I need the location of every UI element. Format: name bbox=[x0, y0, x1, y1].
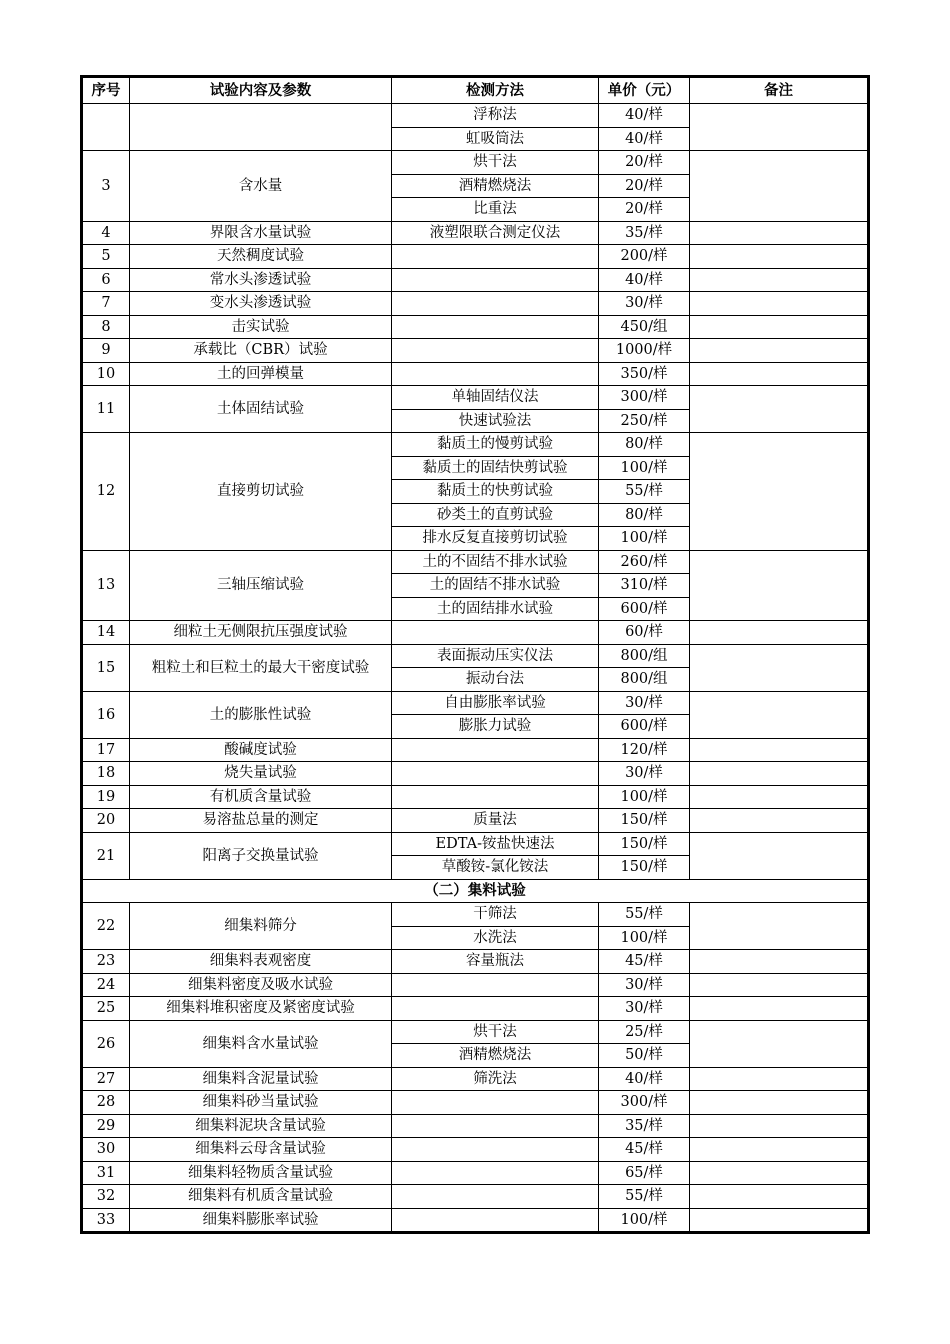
remarks-cell bbox=[690, 1114, 868, 1138]
unit-price-cell: 450/组 bbox=[599, 315, 690, 339]
serial-number-cell: 9 bbox=[83, 339, 130, 363]
unit-price-cell: 100/样 bbox=[599, 1208, 690, 1232]
remarks-cell bbox=[690, 1185, 868, 1209]
test-content-cell: 土的膨胀性试验 bbox=[130, 691, 392, 738]
test-method-cell bbox=[392, 1185, 599, 1209]
serial-number-cell: 27 bbox=[83, 1067, 130, 1091]
test-content-cell bbox=[130, 104, 392, 151]
test-method-cell: 容量瓶法 bbox=[392, 950, 599, 974]
test-method-cell: 单轴固结仪法 bbox=[392, 386, 599, 410]
unit-price-cell: 310/样 bbox=[599, 574, 690, 598]
serial-number-cell: 12 bbox=[83, 433, 130, 551]
table-row bbox=[83, 738, 868, 762]
test-method-cell: 草酸铵-氯化铵法 bbox=[392, 856, 599, 880]
remarks-cell bbox=[690, 621, 868, 645]
test-method-cell: 土的不固结不排水试验 bbox=[392, 550, 599, 574]
unit-price-cell: 150/样 bbox=[599, 856, 690, 880]
table-row bbox=[83, 292, 868, 316]
serial-number-cell: 23 bbox=[83, 950, 130, 974]
table-row bbox=[83, 903, 868, 927]
remarks-cell bbox=[690, 644, 868, 691]
table-row bbox=[83, 315, 868, 339]
remarks-cell bbox=[690, 339, 868, 363]
test-method-cell: 烘干法 bbox=[392, 1020, 599, 1044]
remarks-cell bbox=[690, 762, 868, 786]
serial-number-cell: 31 bbox=[83, 1161, 130, 1185]
price-table bbox=[82, 77, 868, 1232]
unit-price-cell: 30/样 bbox=[599, 973, 690, 997]
unit-price-cell: 20/样 bbox=[599, 174, 690, 198]
test-content-cell: 天然稠度试验 bbox=[130, 245, 392, 269]
unit-price-cell: 1000/样 bbox=[599, 339, 690, 363]
remarks-cell bbox=[690, 151, 868, 222]
serial-number-cell: 28 bbox=[83, 1091, 130, 1115]
test-method-cell: 酒精燃烧法 bbox=[392, 174, 599, 198]
test-method-cell bbox=[392, 339, 599, 363]
test-content-cell: 三轴压缩试验 bbox=[130, 550, 392, 621]
test-method-cell: 烘干法 bbox=[392, 151, 599, 175]
test-content-cell: 细集料膨胀率试验 bbox=[130, 1208, 392, 1232]
remarks-cell bbox=[690, 950, 868, 974]
header-remarks: 备注 bbox=[690, 78, 868, 104]
test-method-cell bbox=[392, 785, 599, 809]
remarks-cell bbox=[690, 973, 868, 997]
table-row bbox=[83, 245, 868, 269]
serial-number-cell: 30 bbox=[83, 1138, 130, 1162]
remarks-cell bbox=[690, 104, 868, 151]
serial-number-cell: 16 bbox=[83, 691, 130, 738]
unit-price-cell: 45/样 bbox=[599, 950, 690, 974]
unit-price-cell: 100/样 bbox=[599, 527, 690, 551]
unit-price-cell: 800/组 bbox=[599, 668, 690, 692]
serial-number-cell: 25 bbox=[83, 997, 130, 1021]
remarks-cell bbox=[690, 1138, 868, 1162]
test-method-cell: 水洗法 bbox=[392, 926, 599, 950]
test-content-cell: 细集料泥块含量试验 bbox=[130, 1114, 392, 1138]
unit-price-cell: 30/样 bbox=[599, 762, 690, 786]
table-row bbox=[83, 362, 868, 386]
test-content-cell: 细集料云母含量试验 bbox=[130, 1138, 392, 1162]
test-method-cell: 自由膨胀率试验 bbox=[392, 691, 599, 715]
serial-number-cell: 17 bbox=[83, 738, 130, 762]
table-row bbox=[83, 950, 868, 974]
remarks-cell bbox=[690, 268, 868, 292]
serial-number-cell: 3 bbox=[83, 151, 130, 222]
unit-price-cell: 40/样 bbox=[599, 268, 690, 292]
unit-price-cell: 40/样 bbox=[599, 127, 690, 151]
test-method-cell: 快速试验法 bbox=[392, 409, 599, 433]
test-content-cell: 粗粒土和巨粒土的最大干密度试验 bbox=[130, 644, 392, 691]
unit-price-cell: 260/样 bbox=[599, 550, 690, 574]
serial-number-cell: 18 bbox=[83, 762, 130, 786]
test-content-cell: 烧失量试验 bbox=[130, 762, 392, 786]
test-method-cell: EDTA-铵盐快速法 bbox=[392, 832, 599, 856]
test-content-cell: 承载比（CBR）试验 bbox=[130, 339, 392, 363]
serial-number-cell: 13 bbox=[83, 550, 130, 621]
remarks-cell bbox=[690, 245, 868, 269]
test-method-cell bbox=[392, 997, 599, 1021]
test-method-cell: 干筛法 bbox=[392, 903, 599, 927]
serial-number-cell: 33 bbox=[83, 1208, 130, 1232]
test-method-cell bbox=[392, 1091, 599, 1115]
test-method-cell bbox=[392, 315, 599, 339]
unit-price-cell: 800/组 bbox=[599, 644, 690, 668]
test-method-cell: 质量法 bbox=[392, 809, 599, 833]
test-content-cell: 易溶盐总量的测定 bbox=[130, 809, 392, 833]
test-method-cell: 土的固结不排水试验 bbox=[392, 574, 599, 598]
remarks-cell bbox=[690, 1067, 868, 1091]
table-row bbox=[83, 832, 868, 856]
remarks-cell bbox=[690, 386, 868, 433]
table-row bbox=[83, 762, 868, 786]
serial-number-cell: 26 bbox=[83, 1020, 130, 1067]
unit-price-cell: 45/样 bbox=[599, 1138, 690, 1162]
unit-price-cell: 100/样 bbox=[599, 785, 690, 809]
unit-price-cell: 30/样 bbox=[599, 691, 690, 715]
test-method-cell bbox=[392, 362, 599, 386]
test-content-cell: 细集料含水量试验 bbox=[130, 1020, 392, 1067]
unit-price-cell: 350/样 bbox=[599, 362, 690, 386]
table-row bbox=[83, 221, 868, 245]
test-content-cell: 阳离子交换量试验 bbox=[130, 832, 392, 879]
table-body bbox=[83, 104, 868, 1232]
serial-number-cell: 20 bbox=[83, 809, 130, 833]
test-content-cell: 含水量 bbox=[130, 151, 392, 222]
test-method-cell bbox=[392, 973, 599, 997]
remarks-cell bbox=[690, 550, 868, 621]
test-content-cell: 细粒土无侧限抗压强度试验 bbox=[130, 621, 392, 645]
test-method-cell bbox=[392, 245, 599, 269]
remarks-cell bbox=[690, 1208, 868, 1232]
serial-number-cell: 7 bbox=[83, 292, 130, 316]
unit-price-cell: 55/样 bbox=[599, 480, 690, 504]
remarks-cell bbox=[690, 315, 868, 339]
test-method-cell: 黏质土的固结快剪试验 bbox=[392, 456, 599, 480]
header-serial-number: 序号 bbox=[83, 78, 130, 104]
section-row bbox=[83, 879, 868, 903]
test-method-cell bbox=[392, 1208, 599, 1232]
test-content-cell: 有机质含量试验 bbox=[130, 785, 392, 809]
test-content-cell: 击实试验 bbox=[130, 315, 392, 339]
test-content-cell: 细集料表观密度 bbox=[130, 950, 392, 974]
test-content-cell: 土的回弹模量 bbox=[130, 362, 392, 386]
test-content-cell: 细集料含泥量试验 bbox=[130, 1067, 392, 1091]
test-content-cell: 界限含水量试验 bbox=[130, 221, 392, 245]
test-method-cell bbox=[392, 268, 599, 292]
test-content-cell: 常水头渗透试验 bbox=[130, 268, 392, 292]
unit-price-cell: 150/样 bbox=[599, 809, 690, 833]
header-test-content: 试验内容及参数 bbox=[130, 78, 392, 104]
test-method-cell: 排水反复直接剪切试验 bbox=[392, 527, 599, 551]
header-row bbox=[83, 78, 868, 104]
table-row bbox=[83, 691, 868, 715]
unit-price-cell: 35/样 bbox=[599, 221, 690, 245]
serial-number-cell: 8 bbox=[83, 315, 130, 339]
test-content-cell: 土体固结试验 bbox=[130, 386, 392, 433]
unit-price-cell: 200/样 bbox=[599, 245, 690, 269]
header-unit-price: 单价（元） bbox=[599, 78, 690, 104]
remarks-cell bbox=[690, 1161, 868, 1185]
test-method-cell bbox=[392, 292, 599, 316]
table-row bbox=[83, 644, 868, 668]
serial-number-cell: 19 bbox=[83, 785, 130, 809]
remarks-cell bbox=[690, 785, 868, 809]
remarks-cell bbox=[690, 1091, 868, 1115]
test-content-cell: 变水头渗透试验 bbox=[130, 292, 392, 316]
test-method-cell bbox=[392, 1138, 599, 1162]
serial-number-cell: 15 bbox=[83, 644, 130, 691]
unit-price-cell: 600/样 bbox=[599, 715, 690, 739]
unit-price-cell: 300/样 bbox=[599, 386, 690, 410]
remarks-cell bbox=[690, 433, 868, 551]
remarks-cell bbox=[690, 903, 868, 950]
remarks-cell bbox=[690, 362, 868, 386]
remarks-cell bbox=[690, 738, 868, 762]
unit-price-cell: 100/样 bbox=[599, 926, 690, 950]
table-row bbox=[83, 621, 868, 645]
test-method-cell: 黏质土的快剪试验 bbox=[392, 480, 599, 504]
serial-number-cell bbox=[83, 104, 130, 151]
test-content-cell: 细集料密度及吸水试验 bbox=[130, 973, 392, 997]
table-row bbox=[83, 268, 868, 292]
remarks-cell bbox=[690, 809, 868, 833]
table-row bbox=[83, 151, 868, 175]
serial-number-cell: 32 bbox=[83, 1185, 130, 1209]
unit-price-cell: 600/样 bbox=[599, 597, 690, 621]
serial-number-cell: 22 bbox=[83, 903, 130, 950]
test-method-cell bbox=[392, 1114, 599, 1138]
test-content-cell: 直接剪切试验 bbox=[130, 433, 392, 551]
unit-price-cell: 250/样 bbox=[599, 409, 690, 433]
unit-price-cell: 120/样 bbox=[599, 738, 690, 762]
test-content-cell: 细集料堆积密度及紧密度试验 bbox=[130, 997, 392, 1021]
test-method-cell: 比重法 bbox=[392, 198, 599, 222]
remarks-cell bbox=[690, 292, 868, 316]
unit-price-cell: 300/样 bbox=[599, 1091, 690, 1115]
unit-price-cell: 65/样 bbox=[599, 1161, 690, 1185]
remarks-cell bbox=[690, 832, 868, 879]
serial-number-cell: 29 bbox=[83, 1114, 130, 1138]
unit-price-cell: 30/样 bbox=[599, 997, 690, 1021]
test-content-cell: 细集料有机质含量试验 bbox=[130, 1185, 392, 1209]
unit-price-cell: 25/样 bbox=[599, 1020, 690, 1044]
test-method-cell bbox=[392, 1161, 599, 1185]
test-method-cell: 砂类土的直剪试验 bbox=[392, 503, 599, 527]
table-row bbox=[83, 1091, 868, 1115]
serial-number-cell: 6 bbox=[83, 268, 130, 292]
serial-number-cell: 10 bbox=[83, 362, 130, 386]
table-row bbox=[83, 1185, 868, 1209]
table-row bbox=[83, 386, 868, 410]
test-method-cell: 表面振动压实仪法 bbox=[392, 644, 599, 668]
serial-number-cell: 24 bbox=[83, 973, 130, 997]
section-title: （二）集料试验 bbox=[83, 879, 868, 903]
unit-price-cell: 35/样 bbox=[599, 1114, 690, 1138]
table-row bbox=[83, 550, 868, 574]
unit-price-cell: 80/样 bbox=[599, 503, 690, 527]
unit-price-cell: 30/样 bbox=[599, 292, 690, 316]
table-row bbox=[83, 997, 868, 1021]
table-row bbox=[83, 433, 868, 457]
serial-number-cell: 4 bbox=[83, 221, 130, 245]
unit-price-cell: 20/样 bbox=[599, 198, 690, 222]
table-row bbox=[83, 1114, 868, 1138]
table-row bbox=[83, 104, 868, 128]
test-method-cell: 虹吸筒法 bbox=[392, 127, 599, 151]
test-method-cell bbox=[392, 738, 599, 762]
unit-price-cell: 20/样 bbox=[599, 151, 690, 175]
table-row bbox=[83, 1138, 868, 1162]
serial-number-cell: 11 bbox=[83, 386, 130, 433]
remarks-cell bbox=[690, 221, 868, 245]
test-method-cell: 液塑限联合测定仪法 bbox=[392, 221, 599, 245]
test-method-cell: 浮称法 bbox=[392, 104, 599, 128]
table-header bbox=[83, 78, 868, 104]
table-row bbox=[83, 809, 868, 833]
serial-number-cell: 14 bbox=[83, 621, 130, 645]
table-row bbox=[83, 339, 868, 363]
test-method-cell bbox=[392, 621, 599, 645]
test-content-cell: 细集料筛分 bbox=[130, 903, 392, 950]
unit-price-cell: 150/样 bbox=[599, 832, 690, 856]
serial-number-cell: 21 bbox=[83, 832, 130, 879]
table-row bbox=[83, 785, 868, 809]
table-row bbox=[83, 973, 868, 997]
unit-price-cell: 55/样 bbox=[599, 903, 690, 927]
remarks-cell bbox=[690, 1020, 868, 1067]
test-content-cell: 酸碱度试验 bbox=[130, 738, 392, 762]
test-method-cell: 膨胀力试验 bbox=[392, 715, 599, 739]
unit-price-cell: 55/样 bbox=[599, 1185, 690, 1209]
test-content-cell: 细集料砂当量试验 bbox=[130, 1091, 392, 1115]
remarks-cell bbox=[690, 691, 868, 738]
test-method-cell: 土的固结排水试验 bbox=[392, 597, 599, 621]
test-content-cell: 细集料轻物质含量试验 bbox=[130, 1161, 392, 1185]
unit-price-cell: 80/样 bbox=[599, 433, 690, 457]
unit-price-cell: 60/样 bbox=[599, 621, 690, 645]
serial-number-cell: 5 bbox=[83, 245, 130, 269]
remarks-cell bbox=[690, 997, 868, 1021]
unit-price-cell: 100/样 bbox=[599, 456, 690, 480]
price-table-frame bbox=[80, 75, 870, 1234]
table-row bbox=[83, 1161, 868, 1185]
test-method-cell: 振动台法 bbox=[392, 668, 599, 692]
test-method-cell: 酒精燃烧法 bbox=[392, 1044, 599, 1068]
unit-price-cell: 40/样 bbox=[599, 104, 690, 128]
test-method-cell: 黏质土的慢剪试验 bbox=[392, 433, 599, 457]
unit-price-cell: 50/样 bbox=[599, 1044, 690, 1068]
test-method-cell bbox=[392, 762, 599, 786]
table-row bbox=[83, 1208, 868, 1232]
test-method-cell: 筛洗法 bbox=[392, 1067, 599, 1091]
unit-price-cell: 40/样 bbox=[599, 1067, 690, 1091]
header-test-method: 检测方法 bbox=[392, 78, 599, 104]
table-row bbox=[83, 1020, 868, 1044]
table-row bbox=[83, 1067, 868, 1091]
